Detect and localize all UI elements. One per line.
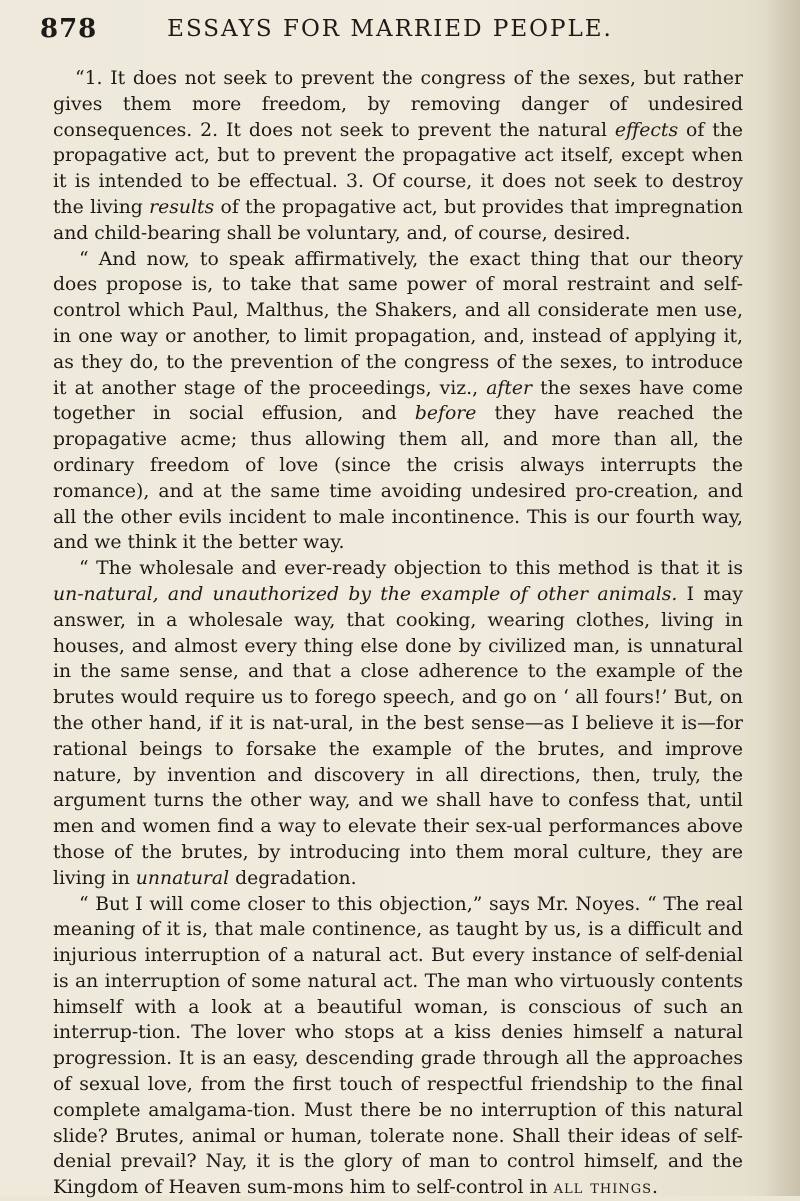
- text-run: “ But I will come closer to this objection,” says Mr. Noyes. “ The real meaning of it is, that male continence, as taught by us, is a difficult and injurious interruption of a natural act. But every instance of self-denial is an interruption of some natural act. The man who virtuously contents himself with a look at a beautiful woman, is conscious of such an interrup-tion. The lover who stops at a kiss denies himself a natural progression. It is an easy, descending grade through all the approaches of sexual love, from the first touch of respectful friendship to the final complete amalgama-tion. Must there be no interruption of this natural slide? Brutes, animal or human, tolerate none. Shall their ideas of self-denial prevail? Nay, it is the glory of man to control himself, and the Kingdom of Heaven sum-mons him to self-control in: [53, 894, 743, 1199]
- text-run: I may answer, in a wholesale way, that cooking, wearing clothes, living in houses, and almost every thing else done by civilized man, is unnatural in the same sense, and that a close adherence to the example of the brutes would require us to forego speech, and go on ‘ all fours!’ But, on the other hand, if it is nat-ural, in the best sense—as I believe it is—for rational beings to forsake the example of the brutes, and improve nature, by invention and discovery in all directions, then, truly, the argument turns the other way, and we shall have to confess that, until men and women find a way to elevate their sex-ual performances above those of the brutes, by introducing into them moral culture, they are living in: [53, 584, 743, 889]
- text-run: degradation.: [229, 868, 356, 889]
- text-run: “1. It does not seek to prevent the congress of the sexes, but rather gives them more freedom, by removing danger of undesired consequences. 2. It does not seek to prevent the natural: [53, 68, 743, 141]
- paragraph: [53, 247, 743, 557]
- page-edge-shadow: [766, 0, 800, 1196]
- body-text: [53, 66, 743, 1201]
- page-number: 878: [40, 14, 97, 44]
- paragraph: [53, 892, 743, 1201]
- text-run: “ The wholesale and ever-ready objection to this method is that it is: [79, 558, 743, 579]
- text-run: .: [652, 1177, 658, 1198]
- text-run: they have reached the propagative acme; thus allowing them all, and more than all, the ordinary freedom of love (since the crisis always interrupts the romance), and at the same time avoiding undesired pro-creation, and all the other evils incident to male incontinence. This is our fourth way, and we think it the better way.: [53, 403, 743, 553]
- emphasis-text: before: [415, 403, 477, 424]
- emphasis-text: after: [486, 378, 532, 399]
- emphasis-text: un-natural, and unauthorized by the example of other animals.: [53, 584, 677, 605]
- emphasis-text: unnatural: [136, 868, 229, 889]
- emphasis-text: effects: [615, 120, 678, 141]
- text-run: of the propagative act, but provides that impregnation and child-bearing shall be voluntary, and, of course, desired.: [53, 197, 743, 244]
- emphasis-text: results: [149, 197, 214, 218]
- text-run: of the propagative act, but to prevent the propagative act itself, except when it is intended to be effectual. 3. Of course, it does not seek to destroy the living: [53, 120, 743, 218]
- text-run: the sexes have come together in social effusion, and: [53, 378, 743, 425]
- small-caps-text: all things: [554, 1177, 652, 1198]
- page-header: [40, 14, 760, 54]
- running-title: ESSAYS FOR MARRIED PEOPLE.: [40, 16, 740, 42]
- text-run: “ And now, to speak affirmatively, the exact thing that our theory does propose is, to take that same power of moral restraint and self-control which Paul, Malthus, the Shakers, and all considerate men use, in one way or another, to limit propagation, and, instead of applying it, as they do, to the prevention of the congress of the sexes, to introduce it at another stage of the proceedings, viz.,: [53, 249, 743, 399]
- paragraph: [53, 66, 743, 247]
- paragraph: [53, 556, 743, 891]
